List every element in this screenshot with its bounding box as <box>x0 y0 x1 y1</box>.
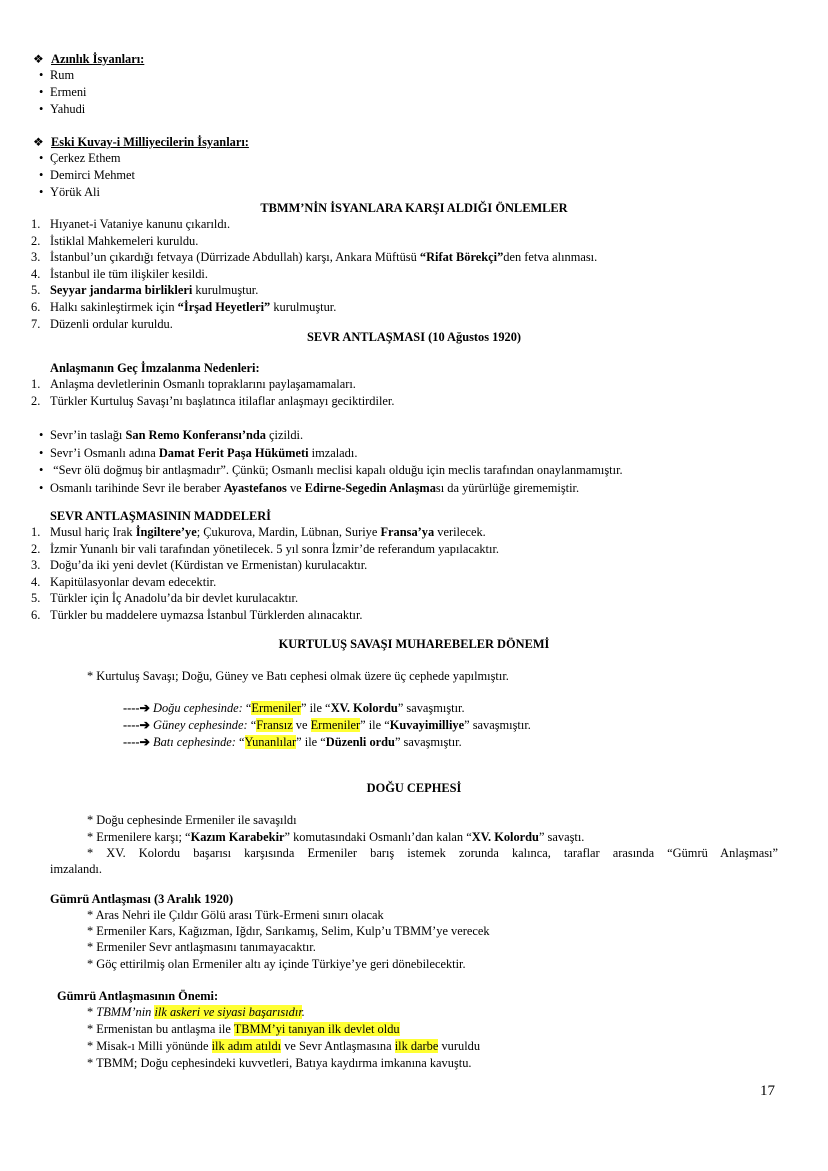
highlighted-text: Ermeniler <box>310 718 361 732</box>
war-intro: * Kurtuluş Savaşı; Doğu, Güney ve Batı cephesi olmak üzere üç cephede yapılmıştır. <box>87 669 509 683</box>
text-run: Düzenli ordu <box>325 735 395 749</box>
text-run: İngiltere’ye <box>135 525 197 539</box>
front-item <box>123 701 465 716</box>
text-run: İstiklal Mahkemeleri kuruldu. <box>50 233 199 248</box>
text-run: ” ile “ <box>300 701 331 715</box>
text-run: ” savaşmıştır. <box>397 701 465 715</box>
item-number: 2. <box>31 394 41 408</box>
highlighted-text: TBMM’yi tanıyan ilk devlet oldu <box>233 1022 400 1036</box>
text-run: kurulmuştur. <box>270 300 337 314</box>
sevr-article-item <box>31 525 486 540</box>
text-run: Kazım Karabekir <box>190 830 285 844</box>
text-run: verilecek. <box>434 525 486 539</box>
text-run: ” ile “ <box>296 735 326 749</box>
measure-item <box>31 283 258 298</box>
text-run: * Ermenilere karşı; “ <box>87 830 191 844</box>
east-heading: DOĞU CEPHESİ <box>366 781 462 795</box>
minority-item: • Rum <box>39 68 75 82</box>
text-run: ” savaşmıştır. <box>394 735 462 749</box>
item-number: 2. <box>31 541 41 556</box>
bullet-icon: • <box>39 85 44 99</box>
measure-item <box>31 267 208 282</box>
sevr-heading: SEVR ANTLAŞMASI (10 Ağustos 1920) <box>306 330 522 344</box>
text-run: ” savaşmıştır. <box>464 718 531 732</box>
sevr-article-item <box>31 542 499 557</box>
text-run: TBMM’nin <box>96 1005 155 1019</box>
bullet-icon: • <box>39 185 44 199</box>
gumru-item: * Aras Nehri ile Çıldır Gölü arası Türk-Ermeni sınırı olacak <box>87 908 384 922</box>
text-run: “Rifat Börekçi” <box>419 250 504 265</box>
kuvay-item: • Demirci Mehmet <box>39 168 135 182</box>
text-run: . <box>301 1005 305 1019</box>
text-run: Ayastefanos <box>223 480 287 495</box>
sevr-late-heading: Anlaşmanın Geç İmzalanma Nedenleri: <box>50 361 260 375</box>
text-run: XV. Kolordu <box>330 701 398 715</box>
item-number: 1. <box>31 377 41 391</box>
arrow-right-icon: ➔ <box>139 718 153 732</box>
measure-item <box>31 234 198 249</box>
highlighted-text: ilk adım atıldı <box>211 1039 282 1053</box>
text-run: Damat Ferit Paşa Hükümeti <box>158 445 309 460</box>
text-run: * <box>87 1005 97 1019</box>
war-heading: KURTULUŞ SAVAŞI MUHAREBELER DÖNEMİ <box>278 637 550 651</box>
text-run: * TBMM; Doğu cephesindeki kuvvetleri, Batıya kaydırma imkanına kavuştu. <box>87 1056 472 1070</box>
text-run: ” komutasındaki Osmanlı’dan kalan “ <box>284 830 472 844</box>
highlighted-text: Ermeniler <box>251 701 301 715</box>
gumru-item: * Ermeniler Kars, Kağızman, Iğdır, Sarıkamış, Selim, Kulp’u TBMM’ye verecek <box>87 924 490 938</box>
text-run: Fransa’ya <box>380 525 435 539</box>
text-run: XV. Kolordu <box>471 830 539 844</box>
highlighted-text: Fransız <box>256 718 293 732</box>
bullet-icon: • <box>39 168 44 182</box>
text-run: İstanbul’un çıkardığı fetvaya (Dürrizade Abdullah) karşı, Ankara Müftüsü <box>50 250 420 265</box>
text-run: Sevr’i Osmanlı adına <box>50 445 159 460</box>
arrow-right-icon: ➔ <box>139 701 153 715</box>
item-number: 3. <box>31 558 41 572</box>
minority-heading: ❖ Azınlık İsyanları: <box>33 52 145 66</box>
bullet-icon: • <box>39 68 44 82</box>
highlighted-text: ilk askeri ve siyasi başarısıdır <box>154 1005 302 1019</box>
item-number: 6. <box>31 300 41 314</box>
sevr-bullet-item <box>39 463 623 478</box>
late-reason-item <box>31 377 356 392</box>
measures-heading: TBMM’NİN İSYANLARA KARŞI ALDIĞI ÖNLEMLER <box>260 201 568 215</box>
importance-item <box>87 1039 480 1054</box>
arrow-dashes: ---- <box>123 718 140 732</box>
bullet-icon: • <box>39 102 44 116</box>
kuvay-item: • Çerkez Ethem <box>39 151 121 165</box>
item-number: 6. <box>31 607 41 622</box>
text-run: İstanbul ile tüm ilişkiler kesildi. <box>50 266 208 281</box>
east-line <box>87 830 584 845</box>
text-run: “ <box>242 701 252 715</box>
diamond-bullet-icon: ❖ <box>33 135 44 149</box>
text-run: Güney cephesinde: <box>153 718 248 732</box>
text-run: Anlaşma devletlerinin Osmanlı topraklarını paylaşamamaları. <box>50 377 356 391</box>
text-run: ” savaştı. <box>538 830 585 844</box>
measure-item <box>31 250 597 265</box>
minority-item: • Ermeni <box>39 85 87 99</box>
text-run: kurulmuştur. <box>192 283 259 298</box>
text-run: sı da yürürlüğe girememiştir. <box>435 480 580 495</box>
gumru-item: * Göç ettirilmiş olan Ermeniler altı ay içinde Türkiye’ye geri dönebilecektir. <box>87 957 466 971</box>
highlighted-text: ilk darbe <box>394 1039 439 1053</box>
text-run: * Misak-ı Milli yönünde <box>87 1039 212 1053</box>
text-run: Edirne-Segedin Anlaşma <box>304 480 436 495</box>
kuvay-item: • Yörük Ali <box>39 185 100 199</box>
item-number: 4. <box>31 266 41 281</box>
importance-item <box>87 1005 305 1020</box>
item-number: 7. <box>31 316 41 331</box>
text-run: Osmanlı tarihinde Sevr ile beraber <box>50 480 224 495</box>
item-number: 5. <box>31 283 41 298</box>
diamond-bullet-icon: ❖ <box>33 52 44 66</box>
text-run: * Doğu cephesinde Ermeniler ile savaşıldı <box>87 813 297 827</box>
sevr-article-item <box>31 591 298 606</box>
text-run: vuruldu <box>438 1039 481 1053</box>
arrow-dashes: ---- <box>123 735 140 749</box>
bullet-icon: • <box>39 151 44 165</box>
text-run: San Remo Konferansı’nda <box>125 428 266 442</box>
sevr-bullet-item <box>39 446 357 461</box>
text-run: Sevr’in taslağı <box>50 428 126 442</box>
highlighted-text: Yunanlılar <box>244 735 297 749</box>
bullet-icon: • <box>39 445 44 460</box>
text-run: * Ermenistan bu antlaşma ile <box>87 1022 234 1036</box>
arrow-dashes: ---- <box>123 701 140 715</box>
sevr-bullet-item <box>39 428 303 443</box>
minority-item: • Yahudi <box>39 102 86 116</box>
late-reason-item <box>31 394 394 409</box>
sevr-article-item <box>31 608 363 623</box>
text-run: “ <box>247 718 257 732</box>
text-run: ” ile “ <box>360 718 390 732</box>
sevr-article-item <box>31 558 367 573</box>
text-run: imzaladı. <box>308 445 358 460</box>
text-run: ; Çukurova, Mardin, Lübnan, Suriye <box>196 525 381 539</box>
bullet-icon: • <box>39 428 44 442</box>
text-run: “ <box>235 735 245 749</box>
measure-item <box>31 300 336 315</box>
text-run: den fetva alınması. <box>503 250 598 265</box>
text-run: Doğu’da iki yeni devlet (Kürdistan ve Ermenistan) kurulacaktır. <box>50 558 368 572</box>
measure-item <box>31 217 230 232</box>
text-run: Türkler Kurtuluş Savaşı’nı başlatınca itilaflar anlaşmayı geciktirdiler. <box>50 394 395 408</box>
importance-item <box>87 1022 400 1037</box>
text-run: Seyyar jandarma birlikleri <box>50 283 193 298</box>
text-run: Hıyanet-i Vataniye kanunu çıkarıldı. <box>50 217 231 231</box>
text-run: Batı cephesinde: <box>153 735 236 749</box>
arrow-right-icon: ➔ <box>139 735 153 749</box>
item-number: 2. <box>31 233 41 248</box>
item-number: 4. <box>31 574 41 589</box>
text-run: Kuvayimilliye <box>389 718 465 732</box>
text-run: Kapitülasyonlar devam edecektir. <box>50 574 217 589</box>
bullet-icon: • <box>39 480 44 495</box>
text-run: Türkler bu maddelere uymazsa İstanbul Türklerden alınacaktır. <box>50 607 363 622</box>
front-item <box>123 718 531 733</box>
importance-item <box>87 1056 472 1071</box>
text-run: Musul hariç Irak <box>50 525 136 539</box>
item-number: 5. <box>31 591 41 605</box>
page-number: 17 <box>760 1083 775 1099</box>
item-number: 1. <box>31 217 41 231</box>
text-run: İzmir Yunanlı bir vali tarafından yönetilecek. 5 yıl sonra İzmir’de referandum yapılacaktır. <box>50 541 499 556</box>
importance-heading: Gümrü Antlaşmasının Önemi: <box>57 989 219 1003</box>
bullet-icon: • <box>39 463 44 477</box>
sevr-articles-heading: SEVR ANTLAŞMASININ MADDELERİ <box>50 509 272 523</box>
item-number: 1. <box>31 525 41 539</box>
text-run: ve <box>286 480 305 495</box>
item-number: 3. <box>31 250 41 265</box>
text-run: çizildi. <box>265 428 304 442</box>
text-run: “Sevr ölü doğmuş bir antlaşmadır”. Çünkü; Osmanlı meclisi kapalı olduğu için meclis tarafından onaylanmamıştır. <box>50 463 623 477</box>
east-paragraph-cont: imzalandı. <box>50 862 102 876</box>
text-run: “İrşad Heyetleri” <box>177 300 271 314</box>
text-run: Doğu cephesinde: <box>153 701 243 715</box>
kuvay-heading: ❖ Eski Kuvay-i Milliyecilerin İsyanları: <box>33 135 249 149</box>
sevr-article-item <box>31 575 216 590</box>
text-run: ve Sevr Antlaşmasına <box>281 1039 395 1053</box>
gumru-heading: Gümrü Antlaşması (3 Aralık 1920) <box>50 892 234 906</box>
east-line <box>87 813 297 828</box>
sevr-bullet-item <box>39 481 579 496</box>
text-run: Türkler için İç Anadolu’da bir devlet kurulacaktır. <box>50 591 299 605</box>
gumru-item: * Ermeniler Sevr antlaşmasını tanımayacaktır. <box>87 940 316 954</box>
text-run: Halkı sakinleştirmek için <box>50 300 178 314</box>
text-run: Düzenli ordular kuruldu. <box>50 316 173 331</box>
east-paragraph: * XV. Kolordu başarısı karşısında Ermeniler barış istemek zorunda kalınca, taraflar arasında “Gümrü Anlaşması” <box>87 846 778 860</box>
front-item <box>123 735 462 750</box>
text-run: ve <box>292 718 311 732</box>
